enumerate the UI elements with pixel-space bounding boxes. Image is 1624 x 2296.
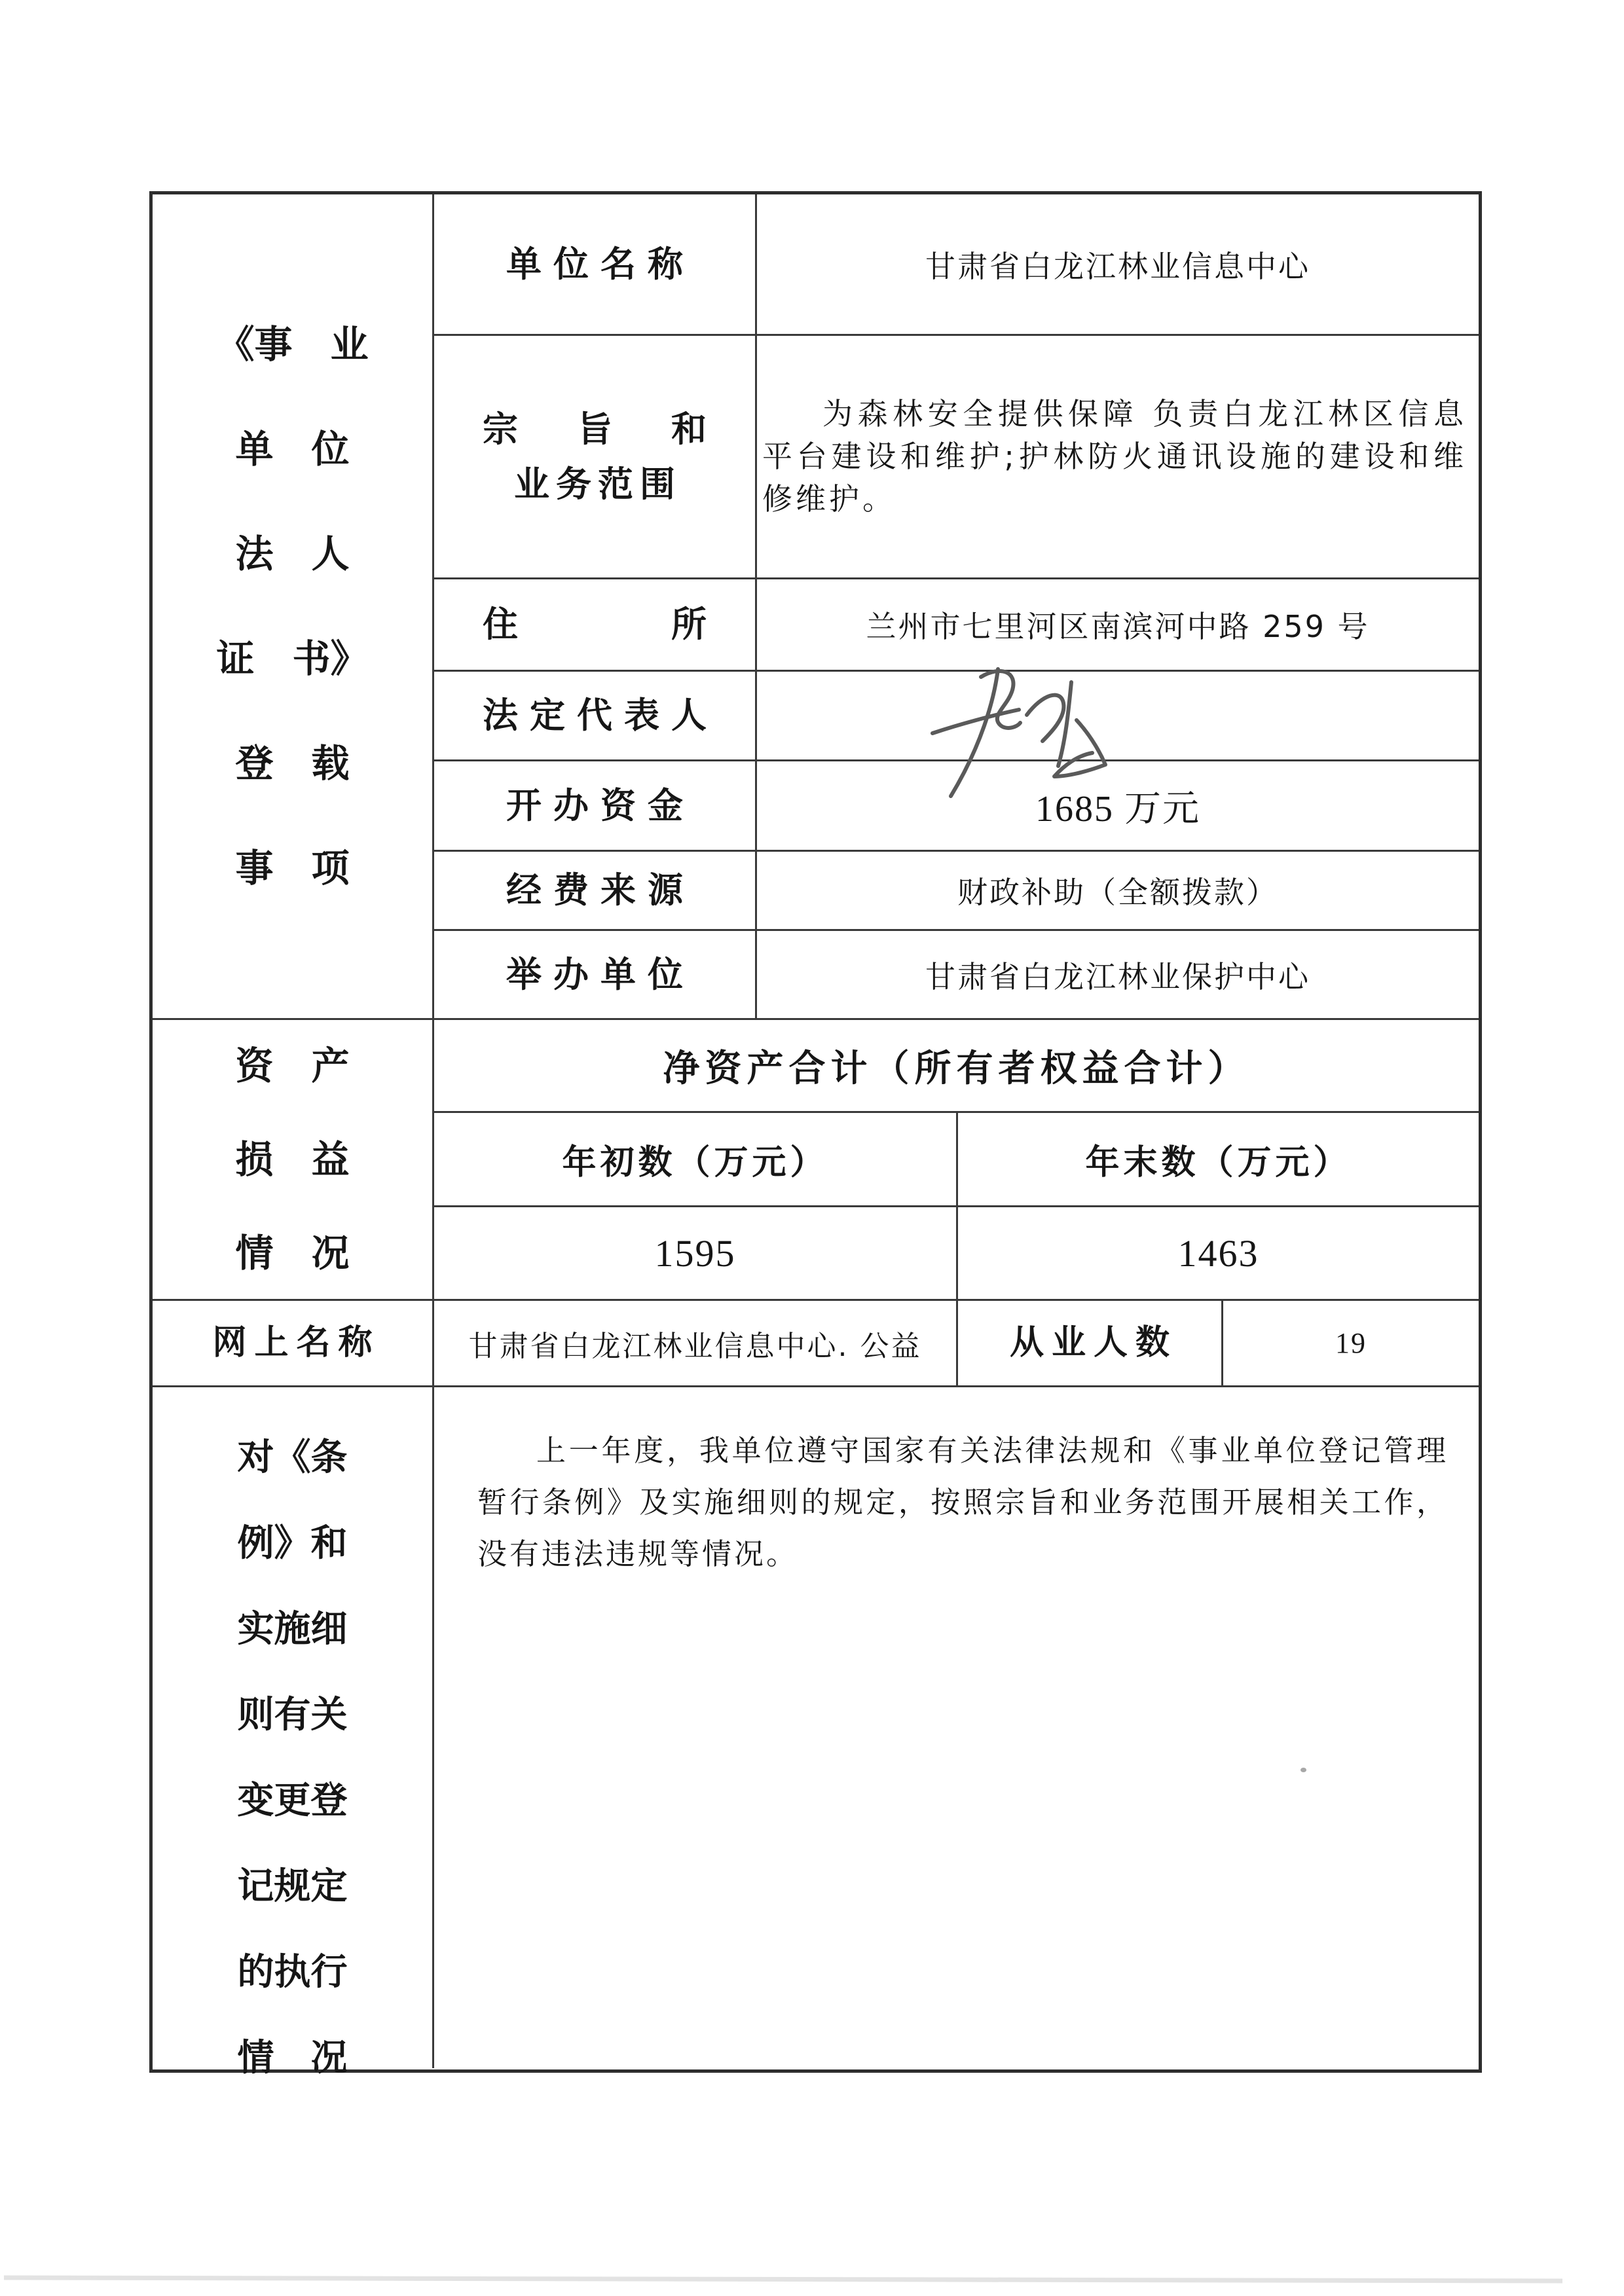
vertical-header-line: 则有关: [237, 1694, 348, 1736]
purpose-scope-label: [434, 336, 757, 579]
compliance-statement-text: 上一年度，我单位遵守国家有关法律法规和《事业单位登记管理暂行条例》及实施细则的规定，按照宗旨和业务范围开展相关工作，没有违法违规等情况。: [477, 1433, 1449, 1571]
scan-line-artifact: [4, 2276, 1562, 2284]
vertical-header-line: 资 产: [235, 1043, 350, 1088]
vertical-header-line: 的执行: [237, 1951, 348, 1994]
vertical-header-line: 证 书》: [216, 636, 369, 681]
purpose-label-line1: 宗 旨 和: [483, 408, 718, 450]
legal-representative-label: 法定代表人: [434, 672, 757, 761]
vertical-header-line: 对《条: [237, 1436, 348, 1479]
vertical-header-line: 法 人: [235, 532, 350, 576]
purpose-label-line2: 业务范围: [514, 463, 682, 505]
vertical-header-line: 实施细: [237, 1608, 348, 1650]
year-begin-value: 1595: [434, 1207, 958, 1301]
vertical-header-line: 损 益: [235, 1137, 350, 1182]
vertical-header-line: 登 载: [235, 741, 350, 786]
staff-count-label: 从业人数: [958, 1301, 1223, 1387]
section-header-compliance: [153, 1387, 434, 2079]
vertical-header-line: 记规定: [237, 1865, 348, 1908]
capital-label: 开办资金: [434, 761, 757, 852]
organizer-label: 举办单位: [434, 931, 757, 1020]
vertical-header-line: 《事 业: [216, 322, 369, 367]
compliance-statement-cell: [434, 1387, 1479, 2068]
vertical-header-line: 变更登: [237, 1779, 348, 1822]
year-end-column-header: 年末数（万元）: [958, 1113, 1479, 1207]
online-name-value: 甘肃省白龙江林业信息中心. 公益: [434, 1301, 958, 1387]
vertical-header-line: 例》和: [237, 1522, 348, 1565]
unit-name-value: 甘肃省白龙江林业信息中心: [757, 194, 1479, 336]
purpose-scope-text: 为森林安全提供保障 负责白龙江林区信息平台建设和维护;护林防火通讯设施的建设和维修维护。: [762, 395, 1467, 517]
vertical-header-line: 单 位: [235, 427, 350, 471]
registration-table: [149, 191, 1482, 2079]
organizer-value: 甘肃省白龙江林业保护中心: [757, 931, 1479, 1020]
year-end-value: 1463: [958, 1207, 1479, 1301]
funding-source-label: 经费来源: [434, 852, 757, 931]
legal-representative-value: [757, 672, 1479, 761]
net-assets-title: 净资产合计（所有者权益合计）: [434, 1020, 1479, 1113]
section-header-certificate-items: [153, 194, 434, 1020]
unit-name-label: 单位名称: [434, 194, 757, 336]
staff-count-value: 19: [1223, 1301, 1479, 1387]
capital-value: 1685 万元: [757, 761, 1479, 852]
vertical-header-line: 事 项: [235, 846, 350, 890]
online-name-label: 网上名称: [153, 1301, 434, 1387]
year-begin-column-header: 年初数（万元）: [434, 1113, 958, 1207]
purpose-scope-value: [757, 336, 1479, 579]
address-label: 住 所: [434, 579, 757, 672]
vertical-header-line: 情 况: [235, 1230, 350, 1275]
address-value: 兰州市七里河区南滨河中路 259 号: [757, 579, 1479, 672]
vertical-header-line: 情 况: [237, 2037, 348, 2079]
scan-speck-artifact: [1301, 1768, 1306, 1772]
funding-source-value: 财政补助（全额拨款）: [757, 852, 1479, 931]
section-header-assets: [153, 1020, 434, 1301]
